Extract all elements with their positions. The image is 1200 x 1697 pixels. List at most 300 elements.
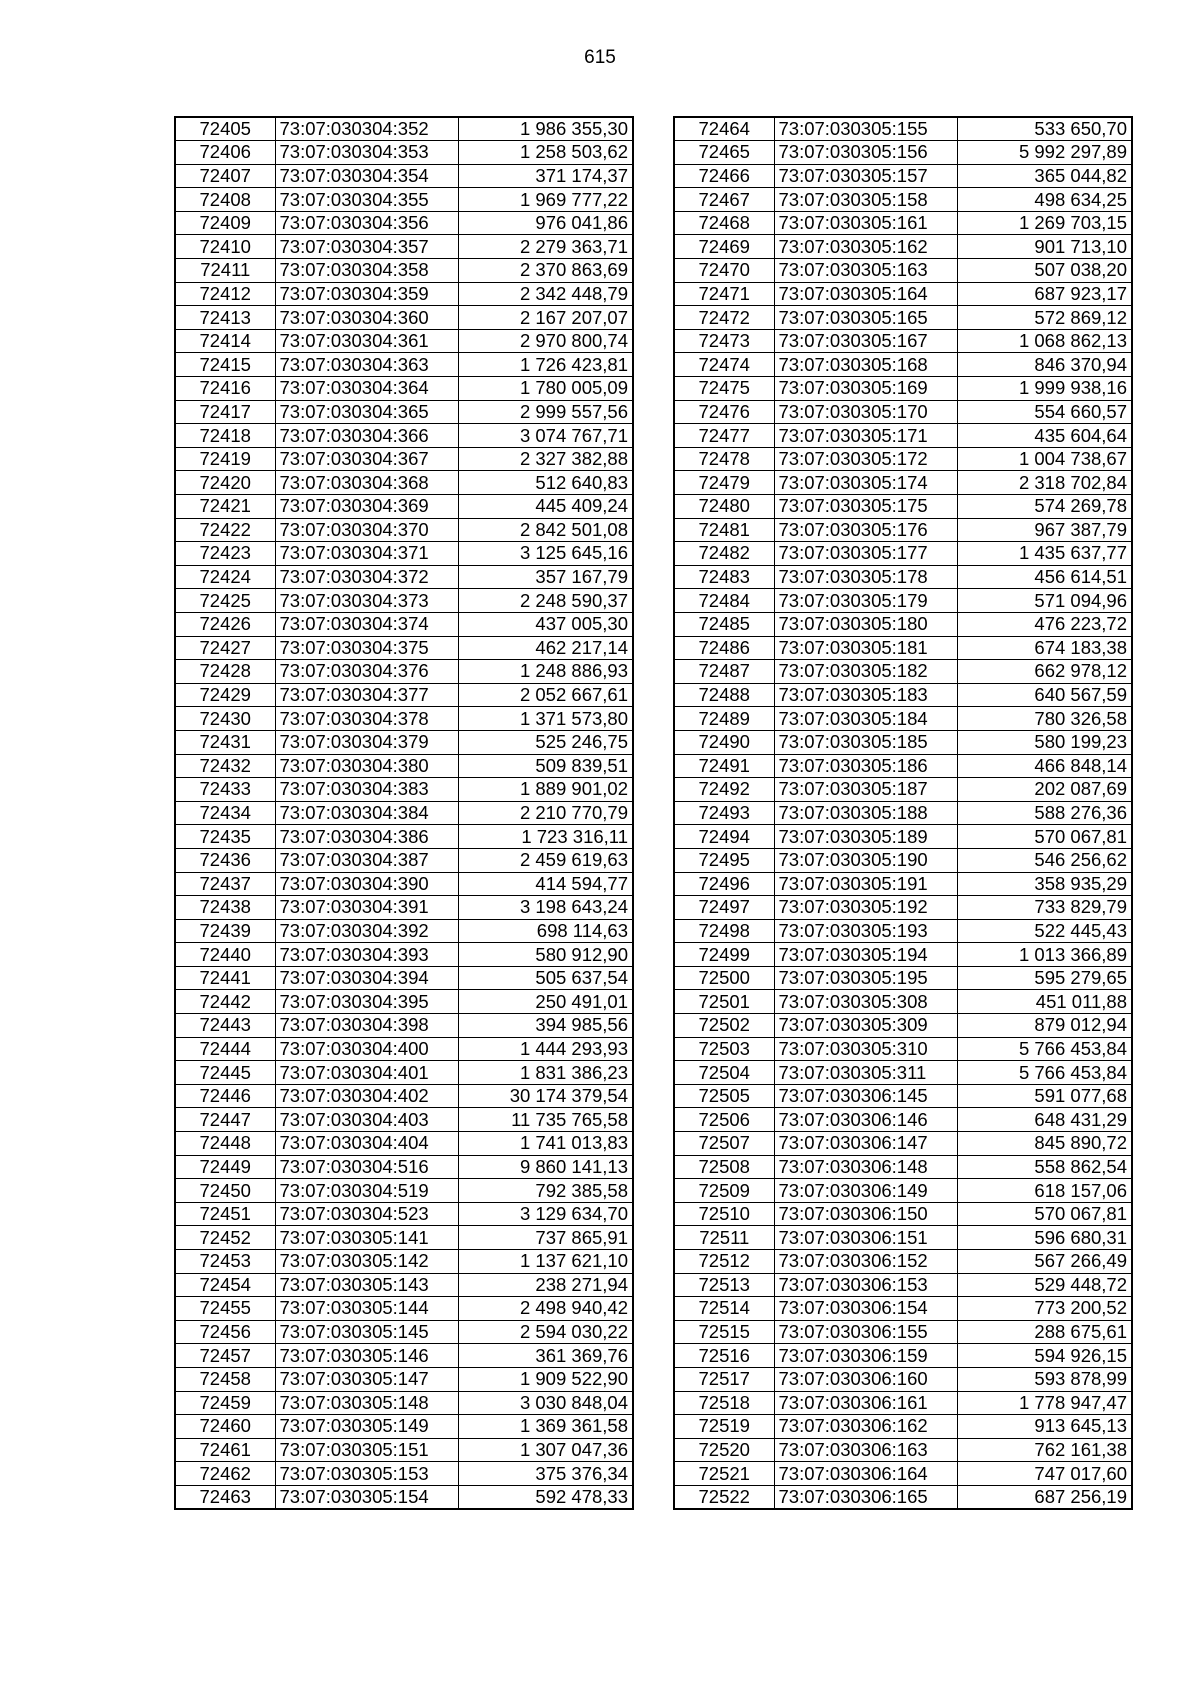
table-row: [175, 1108, 633, 1132]
cadastral-number-cell: 73:07:030305:171: [774, 424, 957, 448]
row-number-cell: 72422: [175, 518, 275, 542]
row-number-cell: 72418: [175, 424, 275, 448]
table-row: [175, 1485, 633, 1509]
cadastral-value-cell: 238 271,94: [458, 1273, 633, 1297]
table-row: [175, 353, 633, 377]
cadastral-number-cell: 73:07:030304:401: [275, 1061, 458, 1085]
table-row: [674, 1250, 1132, 1274]
table-row: [674, 1179, 1132, 1203]
cadastral-number-cell: 73:07:030306:155: [774, 1320, 957, 1344]
table-row: [175, 825, 633, 849]
cadastral-value-cell: 2 327 382,88: [458, 447, 633, 471]
row-number-cell: 72450: [175, 1179, 275, 1203]
table-row: [674, 306, 1132, 330]
table-row: [674, 1084, 1132, 1108]
cadastral-value-cell: 1 137 621,10: [458, 1250, 633, 1274]
cadastral-number-cell: 73:07:030305:153: [275, 1462, 458, 1486]
cadastral-number-cell: 73:07:030306:146: [774, 1108, 957, 1132]
cadastral-value-cell: 5 766 453,84: [957, 1061, 1132, 1085]
table-row: [674, 1155, 1132, 1179]
cadastral-value-cell: 375 376,34: [458, 1462, 633, 1486]
cadastral-number-cell: 73:07:030304:360: [275, 306, 458, 330]
cadastral-number-cell: 73:07:030305:155: [774, 117, 957, 141]
cadastral-number-cell: 73:07:030305:180: [774, 612, 957, 636]
row-number-cell: 72423: [175, 542, 275, 566]
table-row: [175, 919, 633, 943]
cadastral-number-cell: 73:07:030304:391: [275, 896, 458, 920]
cadastral-value-cell: 747 017,60: [957, 1462, 1132, 1486]
row-number-cell: 72463: [175, 1485, 275, 1509]
cadastral-value-cell: 1 258 503,62: [458, 141, 633, 165]
cadastral-number-cell: 73:07:030306:164: [774, 1462, 957, 1486]
row-number-cell: 72439: [175, 919, 275, 943]
cadastral-value-cell: 1 969 777,22: [458, 188, 633, 212]
table-row: [175, 1297, 633, 1321]
cadastral-number-cell: 73:07:030305:176: [774, 518, 957, 542]
table-row: [175, 306, 633, 330]
cadastral-value-cell: 5 992 297,89: [957, 141, 1132, 165]
table-row: [175, 636, 633, 660]
cadastral-value-cell: 2 594 030,22: [458, 1320, 633, 1344]
table-row: [175, 896, 633, 920]
cadastral-number-cell: 73:07:030305:158: [774, 188, 957, 212]
cadastral-value-cell: 5 766 453,84: [957, 1037, 1132, 1061]
cadastral-value-cell: 687 256,19: [957, 1485, 1132, 1509]
table-row: [674, 1297, 1132, 1321]
row-number-cell: 72427: [175, 636, 275, 660]
table-row: [674, 117, 1132, 141]
table-row: [674, 919, 1132, 943]
row-number-cell: 72437: [175, 872, 275, 896]
cadastral-value-cell: 456 614,51: [957, 565, 1132, 589]
cadastral-number-cell: 73:07:030305:195: [774, 966, 957, 990]
table-row: [175, 1226, 633, 1250]
cadastral-value-cell: 792 385,58: [458, 1179, 633, 1203]
table-row: [674, 1344, 1132, 1368]
cadastral-number-cell: 73:07:030304:359: [275, 282, 458, 306]
row-number-cell: 72519: [674, 1415, 774, 1439]
row-number-cell: 72414: [175, 329, 275, 353]
cadastral-value-cell: 358 935,29: [957, 872, 1132, 896]
cadastral-number-cell: 73:07:030304:383: [275, 778, 458, 802]
cadastral-value-cell: 361 369,76: [458, 1344, 633, 1368]
table-row: [175, 1462, 633, 1486]
cadastral-number-cell: 73:07:030304:392: [275, 919, 458, 943]
cadastral-number-cell: 73:07:030304:366: [275, 424, 458, 448]
table-row: [674, 1037, 1132, 1061]
row-number-cell: 72445: [175, 1061, 275, 1085]
row-number-cell: 72421: [175, 495, 275, 519]
cadastral-value-cell: 1 444 293,93: [458, 1037, 633, 1061]
row-number-cell: 72495: [674, 848, 774, 872]
row-number-cell: 72451: [175, 1202, 275, 1226]
cadastral-number-cell: 73:07:030304:404: [275, 1132, 458, 1156]
cadastral-value-cell: 3 198 643,24: [458, 896, 633, 920]
cadastral-value-cell: 1 986 355,30: [458, 117, 633, 141]
cadastral-value-cell: 529 448,72: [957, 1273, 1132, 1297]
table-row: [175, 164, 633, 188]
table-row: [175, 188, 633, 212]
cadastral-number-cell: 73:07:030304:371: [275, 542, 458, 566]
table-row: [175, 730, 633, 754]
cadastral-number-cell: 73:07:030304:394: [275, 966, 458, 990]
row-number-cell: 72455: [175, 1297, 275, 1321]
row-number-cell: 72490: [674, 730, 774, 754]
cadastral-number-cell: 73:07:030304:386: [275, 825, 458, 849]
table-row: [175, 660, 633, 684]
cadastral-number-cell: 73:07:030305:165: [774, 306, 957, 330]
table-row: [674, 612, 1132, 636]
table-row: [674, 778, 1132, 802]
cadastral-value-cell: 202 087,69: [957, 778, 1132, 802]
cadastral-value-cell: 593 878,99: [957, 1367, 1132, 1391]
cadastral-value-cell: 1 371 573,80: [458, 707, 633, 731]
table-row: [674, 282, 1132, 306]
cadastral-value-cell: 737 865,91: [458, 1226, 633, 1250]
row-number-cell: 72456: [175, 1320, 275, 1344]
cadastral-value-cell: 1 831 386,23: [458, 1061, 633, 1085]
table-row: [175, 282, 633, 306]
cadastral-number-cell: 73:07:030305:175: [774, 495, 957, 519]
cadastral-number-cell: 73:07:030305:185: [774, 730, 957, 754]
cadastral-number-cell: 73:07:030305:174: [774, 471, 957, 495]
table-row: [674, 565, 1132, 589]
cadastral-number-cell: 73:07:030305:151: [275, 1438, 458, 1462]
table-row: [175, 1179, 633, 1203]
table-row: [674, 801, 1132, 825]
row-number-cell: 72468: [674, 211, 774, 235]
row-number-cell: 72443: [175, 1014, 275, 1038]
row-number-cell: 72405: [175, 117, 275, 141]
table-row: [175, 1273, 633, 1297]
row-number-cell: 72487: [674, 660, 774, 684]
table-row: [674, 943, 1132, 967]
cadastral-number-cell: 73:07:030304:387: [275, 848, 458, 872]
cadastral-value-cell: 780 326,58: [957, 707, 1132, 731]
cadastral-value-cell: 546 256,62: [957, 848, 1132, 872]
cadastral-value-cell: 845 890,72: [957, 1132, 1132, 1156]
table-row: [175, 565, 633, 589]
row-number-cell: 72440: [175, 943, 275, 967]
row-number-cell: 72444: [175, 1037, 275, 1061]
table-row: [674, 636, 1132, 660]
cadastral-value-cell: 2 279 363,71: [458, 235, 633, 259]
cadastral-number-cell: 73:07:030304:364: [275, 377, 458, 401]
row-number-cell: 72489: [674, 707, 774, 731]
row-number-cell: 72441: [175, 966, 275, 990]
cadastral-value-cell: 1 248 886,93: [458, 660, 633, 684]
cadastral-number-cell: 73:07:030305:169: [774, 377, 957, 401]
row-number-cell: 72435: [175, 825, 275, 849]
cadastral-number-cell: 73:07:030305:188: [774, 801, 957, 825]
table-row: [674, 188, 1132, 212]
row-number-cell: 72492: [674, 778, 774, 802]
row-number-cell: 72476: [674, 400, 774, 424]
cadastral-number-cell: 73:07:030304:378: [275, 707, 458, 731]
cadastral-number-cell: 73:07:030305:192: [774, 896, 957, 920]
row-number-cell: 72520: [674, 1438, 774, 1462]
cadastral-number-cell: 73:07:030306:162: [774, 1415, 957, 1439]
cadastral-number-cell: 73:07:030304:353: [275, 141, 458, 165]
row-number-cell: 72497: [674, 896, 774, 920]
cadastral-number-cell: 73:07:030304:357: [275, 235, 458, 259]
table-row: [175, 1438, 633, 1462]
table-row: [175, 1202, 633, 1226]
table-row: [175, 1391, 633, 1415]
table-row: [175, 707, 633, 731]
cadastral-value-cell: 2 459 619,63: [458, 848, 633, 872]
table-row: [175, 1250, 633, 1274]
cadastral-number-cell: 73:07:030305:168: [774, 353, 957, 377]
cadastral-number-cell: 73:07:030304:375: [275, 636, 458, 660]
cadastral-number-cell: 73:07:030306:159: [774, 1344, 957, 1368]
cadastral-value-cell: 580 199,23: [957, 730, 1132, 754]
table-row: [175, 518, 633, 542]
cadastral-value-cell: 394 985,56: [458, 1014, 633, 1038]
row-number-cell: 72448: [175, 1132, 275, 1156]
cadastral-number-cell: 73:07:030306:154: [774, 1297, 957, 1321]
cadastral-value-cell: 571 094,96: [957, 589, 1132, 613]
cadastral-value-cell: 1 068 862,13: [957, 329, 1132, 353]
row-number-cell: 72499: [674, 943, 774, 967]
table-row: [674, 1391, 1132, 1415]
cadastral-value-cell: 574 269,78: [957, 495, 1132, 519]
cadastral-value-cell: 648 431,29: [957, 1108, 1132, 1132]
table-row: [175, 778, 633, 802]
row-number-cell: 72454: [175, 1273, 275, 1297]
cadastral-value-cell: 1 723 316,11: [458, 825, 633, 849]
cadastral-number-cell: 73:07:030306:165: [774, 1485, 957, 1509]
cadastral-value-cell: 3 129 634,70: [458, 1202, 633, 1226]
cadastral-value-cell: 466 848,14: [957, 754, 1132, 778]
table-row: [674, 377, 1132, 401]
cadastral-number-cell: 73:07:030305:183: [774, 683, 957, 707]
cadastral-number-cell: 73:07:030304:370: [275, 518, 458, 542]
cadastral-value-cell: 2 970 800,74: [458, 329, 633, 353]
cadastral-number-cell: 73:07:030305:172: [774, 447, 957, 471]
table-row: [175, 990, 633, 1014]
cadastral-value-cell: 913 645,13: [957, 1415, 1132, 1439]
table-row: [674, 872, 1132, 896]
table-row: [674, 211, 1132, 235]
cadastral-value-cell: 580 912,90: [458, 943, 633, 967]
cadastral-number-cell: 73:07:030305:177: [774, 542, 957, 566]
cadastral-value-cell: 773 200,52: [957, 1297, 1132, 1321]
cadastral-number-cell: 73:07:030305:149: [275, 1415, 458, 1439]
cadastral-number-cell: 73:07:030306:145: [774, 1084, 957, 1108]
table-row: [175, 235, 633, 259]
row-number-cell: 72453: [175, 1250, 275, 1274]
row-number-cell: 72514: [674, 1297, 774, 1321]
cadastral-value-cell: 762 161,38: [957, 1438, 1132, 1462]
row-number-cell: 72433: [175, 778, 275, 802]
table-row: [674, 164, 1132, 188]
row-number-cell: 72420: [175, 471, 275, 495]
cadastral-value-cell: 596 680,31: [957, 1226, 1132, 1250]
table-row: [175, 683, 633, 707]
row-number-cell: 72452: [175, 1226, 275, 1250]
table-row: [674, 1367, 1132, 1391]
cadastral-value-cell: 1 726 423,81: [458, 353, 633, 377]
table-row: [175, 542, 633, 566]
table-row: [175, 754, 633, 778]
table-row: [175, 471, 633, 495]
row-number-cell: 72466: [674, 164, 774, 188]
cadastral-value-cell: 595 279,65: [957, 966, 1132, 990]
cadastral-value-cell: 525 246,75: [458, 730, 633, 754]
cadastral-number-cell: 73:07:030305:157: [774, 164, 957, 188]
row-number-cell: 72510: [674, 1202, 774, 1226]
table-row: [674, 589, 1132, 613]
table-row: [674, 542, 1132, 566]
registry-table-right: [673, 116, 1133, 1510]
cadastral-value-cell: 662 978,12: [957, 660, 1132, 684]
table-row: [175, 1367, 633, 1391]
table-row: [175, 612, 633, 636]
row-number-cell: 72442: [175, 990, 275, 1014]
table-row: [175, 1061, 633, 1085]
table-row: [674, 424, 1132, 448]
cadastral-number-cell: 73:07:030304:393: [275, 943, 458, 967]
table-row: [175, 447, 633, 471]
cadastral-number-cell: 73:07:030304:400: [275, 1037, 458, 1061]
cadastral-value-cell: 2 318 702,84: [957, 471, 1132, 495]
row-number-cell: 72472: [674, 306, 774, 330]
row-number-cell: 72474: [674, 353, 774, 377]
table-row: [175, 117, 633, 141]
cadastral-number-cell: 73:07:030305:193: [774, 919, 957, 943]
cadastral-value-cell: 365 044,82: [957, 164, 1132, 188]
cadastral-number-cell: 73:07:030304:355: [275, 188, 458, 212]
cadastral-value-cell: 2 210 770,79: [458, 801, 633, 825]
row-number-cell: 72446: [175, 1084, 275, 1108]
table-row: [674, 730, 1132, 754]
cadastral-number-cell: 73:07:030304:361: [275, 329, 458, 353]
cadastral-value-cell: 2 342 448,79: [458, 282, 633, 306]
cadastral-value-cell: 445 409,24: [458, 495, 633, 519]
cadastral-value-cell: 507 038,20: [957, 259, 1132, 283]
cadastral-number-cell: 73:07:030304:398: [275, 1014, 458, 1038]
cadastral-value-cell: 558 862,54: [957, 1155, 1132, 1179]
cadastral-value-cell: 901 713,10: [957, 235, 1132, 259]
cadastral-number-cell: 73:07:030304:352: [275, 117, 458, 141]
page-number: 615: [584, 47, 616, 68]
cadastral-number-cell: 73:07:030305:161: [774, 211, 957, 235]
table-row: [674, 259, 1132, 283]
row-number-cell: 72500: [674, 966, 774, 990]
row-number-cell: 72471: [674, 282, 774, 306]
table-row: [674, 518, 1132, 542]
table-row: [674, 235, 1132, 259]
table-row: [674, 660, 1132, 684]
table-row: [674, 1320, 1132, 1344]
cadastral-number-cell: 73:07:030305:178: [774, 565, 957, 589]
table-row: [674, 1226, 1132, 1250]
row-number-cell: 72477: [674, 424, 774, 448]
table-row: [674, 1014, 1132, 1038]
row-number-cell: 72426: [175, 612, 275, 636]
cadastral-number-cell: 73:07:030305:142: [275, 1250, 458, 1274]
cadastral-value-cell: 1 307 047,36: [458, 1438, 633, 1462]
cadastral-value-cell: 687 923,17: [957, 282, 1132, 306]
row-number-cell: 72483: [674, 565, 774, 589]
table-row: [674, 754, 1132, 778]
row-number-cell: 72428: [175, 660, 275, 684]
row-number-cell: 72429: [175, 683, 275, 707]
table-row: [674, 1485, 1132, 1509]
cadastral-value-cell: 451 011,88: [957, 990, 1132, 1014]
table-row: [674, 966, 1132, 990]
row-number-cell: 72438: [175, 896, 275, 920]
row-number-cell: 72518: [674, 1391, 774, 1415]
row-number-cell: 72480: [674, 495, 774, 519]
cadastral-number-cell: 73:07:030305:146: [275, 1344, 458, 1368]
row-number-cell: 72496: [674, 872, 774, 896]
cadastral-number-cell: 73:07:030305:189: [774, 825, 957, 849]
row-number-cell: 72512: [674, 1250, 774, 1274]
cadastral-number-cell: 73:07:030305:181: [774, 636, 957, 660]
cadastral-value-cell: 592 478,33: [458, 1485, 633, 1509]
cadastral-number-cell: 73:07:030305:191: [774, 872, 957, 896]
row-number-cell: 72467: [674, 188, 774, 212]
table-row: [674, 400, 1132, 424]
cadastral-value-cell: 357 167,79: [458, 565, 633, 589]
cadastral-value-cell: 846 370,94: [957, 353, 1132, 377]
cadastral-value-cell: 533 650,70: [957, 117, 1132, 141]
cadastral-number-cell: 73:07:030306:153: [774, 1273, 957, 1297]
table-row: [175, 872, 633, 896]
table-row: [175, 1037, 633, 1061]
cadastral-value-cell: 594 926,15: [957, 1344, 1132, 1368]
cadastral-number-cell: 73:07:030304:372: [275, 565, 458, 589]
table-row: [175, 329, 633, 353]
table-row: [175, 848, 633, 872]
cadastral-value-cell: 3 030 848,04: [458, 1391, 633, 1415]
table-row: [175, 1415, 633, 1439]
row-number-cell: 72425: [175, 589, 275, 613]
cadastral-number-cell: 73:07:030306:150: [774, 1202, 957, 1226]
cadastral-value-cell: 1 369 361,58: [458, 1415, 633, 1439]
row-number-cell: 72516: [674, 1344, 774, 1368]
cadastral-number-cell: 73:07:030304:369: [275, 495, 458, 519]
cadastral-value-cell: 572 869,12: [957, 306, 1132, 330]
row-number-cell: 72409: [175, 211, 275, 235]
table-row: [175, 141, 633, 165]
cadastral-number-cell: 73:07:030305:147: [275, 1367, 458, 1391]
cadastral-value-cell: 1 004 738,67: [957, 447, 1132, 471]
cadastral-value-cell: 371 174,37: [458, 164, 633, 188]
cadastral-value-cell: 879 012,94: [957, 1014, 1132, 1038]
row-number-cell: 72462: [175, 1462, 275, 1486]
cadastral-value-cell: 435 604,64: [957, 424, 1132, 448]
table-row: [175, 1014, 633, 1038]
cadastral-number-cell: 73:07:030305:145: [275, 1320, 458, 1344]
cadastral-value-cell: 288 675,61: [957, 1320, 1132, 1344]
table-row: [175, 400, 633, 424]
row-number-cell: 72517: [674, 1367, 774, 1391]
row-number-cell: 72522: [674, 1485, 774, 1509]
table-row: [175, 424, 633, 448]
row-number-cell: 72494: [674, 825, 774, 849]
cadastral-number-cell: 73:07:030306:151: [774, 1226, 957, 1250]
cadastral-value-cell: 674 183,38: [957, 636, 1132, 660]
row-number-cell: 72419: [175, 447, 275, 471]
cadastral-value-cell: 3 074 767,71: [458, 424, 633, 448]
table-row: [674, 1132, 1132, 1156]
row-number-cell: 72408: [175, 188, 275, 212]
cadastral-number-cell: 73:07:030304:376: [275, 660, 458, 684]
cadastral-number-cell: 73:07:030306:160: [774, 1367, 957, 1391]
